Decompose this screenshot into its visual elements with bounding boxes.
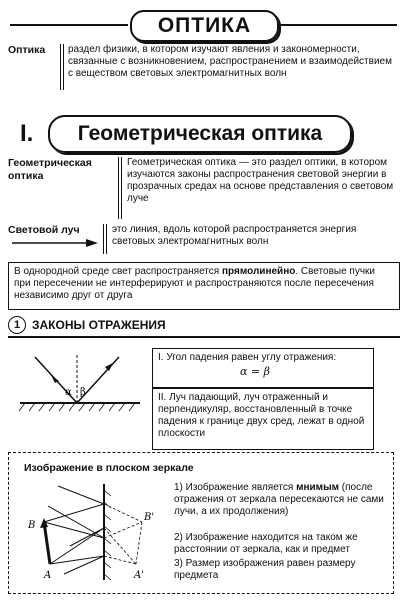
divider: [118, 157, 119, 219]
law-number-badge: 1: [8, 316, 26, 334]
object-arrow: [44, 522, 50, 564]
optics-term: Оптика: [8, 44, 46, 56]
section-number: I.: [20, 120, 34, 147]
mirror-diagram: [18, 476, 168, 584]
optics-definition: раздел физики, в котором изучают явления и закономерности, связанные с возникновением, распространением и взаимодействием с веществом световых электромагнитных волн: [68, 44, 392, 79]
law1-text: I. Угол падения равен углу отражения:: [158, 352, 337, 363]
law1-formula: α = β: [240, 365, 270, 378]
rectilinear-text: В однородной среде свет распространяется прямолинейно. Световые пучки при пересечении не интерферируют и распространяются после пересечения независимо друг от друга: [14, 266, 376, 301]
laws-rule: [8, 336, 400, 338]
ray-definition: это линия, вдоль которой распространяется энергия световых электромагнитных волн: [112, 224, 357, 247]
divider: [103, 224, 104, 254]
mirror-point-1: 1) Изображение является мнимым (после отражения от зеркала пересекаются не сами лучи, а их продолжения): [174, 482, 384, 517]
label-b: B: [28, 520, 36, 531]
laws-title: ЗАКОНЫ ОТРАЖЕНИЯ: [32, 318, 166, 332]
page-title: ОПТИКА: [130, 10, 279, 42]
geom-term: Геометрическая оптика: [8, 157, 92, 182]
section-title: Геометрическая оптика: [48, 115, 352, 153]
law2-text: II. Луч падающий, луч отраженный и перпендикуляр, восстановленный в точке падения к границе двух сред, лежат в одной плоскости: [158, 392, 365, 439]
label-a-image: A': [134, 570, 144, 581]
mirror-title: Изображение в плоском зеркале: [24, 462, 194, 474]
divider: [106, 224, 107, 254]
mirror-point-3: 3) Размер изображения равен размеру предмета: [174, 558, 356, 581]
divider: [63, 44, 64, 90]
divider: [121, 157, 122, 219]
beta-label: β: [80, 387, 86, 398]
title-rule-right: [280, 24, 397, 26]
alpha-label: α: [65, 387, 72, 398]
title-rule-left: [10, 24, 128, 26]
ray-arrow-icon: [10, 238, 100, 248]
label-a: A: [44, 570, 52, 581]
reflection-diagram: [15, 345, 150, 435]
ray-term: Световой луч: [8, 224, 80, 236]
divider: [60, 44, 61, 90]
geom-definition: Геометрическая оптика — это раздел оптики, в котором изучаются законы распространения световой энергии в прозрачных средах на основе представления о световом луче: [127, 157, 394, 204]
label-b-image: B': [144, 512, 155, 523]
mirror-point-2: 2) Изображение находится на таком же расстоянии от зеркала, как и предмет: [174, 532, 358, 555]
